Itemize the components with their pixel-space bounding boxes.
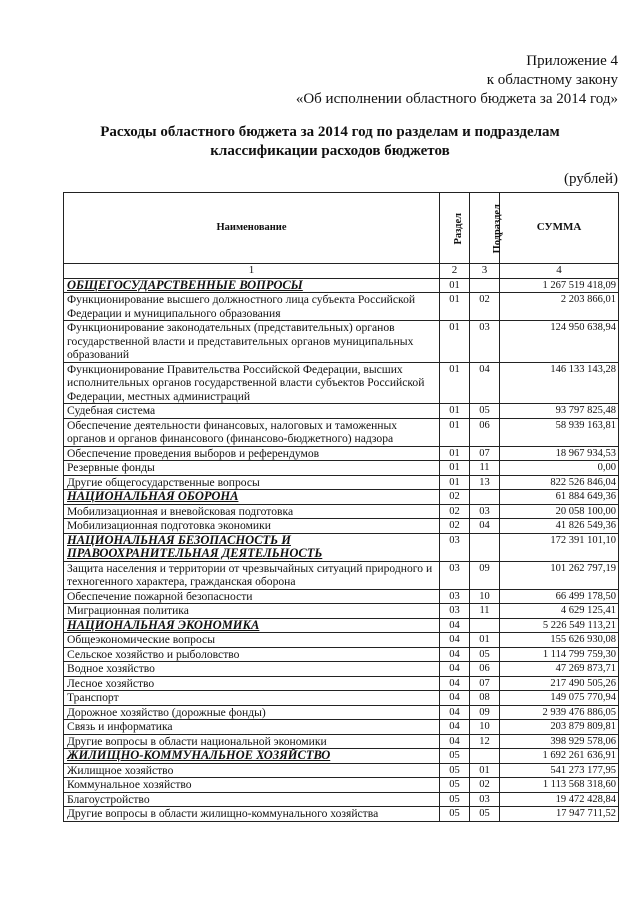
row-summa: 93 797 825,48 bbox=[500, 404, 619, 419]
row-razdel: 01 bbox=[440, 461, 470, 476]
row-summa: 203 879 809,81 bbox=[500, 720, 619, 735]
row-razdel: 01 bbox=[440, 404, 470, 419]
appendix-block bbox=[296, 52, 618, 109]
table-row bbox=[64, 792, 619, 807]
table-body bbox=[64, 278, 619, 821]
row-razdel: 04 bbox=[440, 734, 470, 749]
row-razdel: 04 bbox=[440, 662, 470, 677]
row-name: Судебная система bbox=[64, 404, 440, 419]
row-podrazdel: 08 bbox=[470, 691, 500, 706]
table-section-row bbox=[64, 490, 619, 505]
table-row bbox=[64, 589, 619, 604]
row-podrazdel: 03 bbox=[470, 504, 500, 519]
row-podrazdel bbox=[470, 490, 500, 505]
row-razdel: 05 bbox=[440, 763, 470, 778]
row-summa: 17 947 711,52 bbox=[500, 807, 619, 822]
row-summa: 19 472 428,84 bbox=[500, 792, 619, 807]
row-podrazdel: 03 bbox=[470, 792, 500, 807]
units-label: (рублей) bbox=[563, 171, 618, 187]
header-podrazdel bbox=[470, 193, 503, 264]
row-name: ЖИЛИЩНО-КОММУНАЛЬНОЕ ХОЗЯЙСТВО bbox=[64, 749, 440, 764]
row-summa: 61 884 649,36 bbox=[500, 490, 619, 505]
row-name: Функционирование высшего должностного лица субъекта Российской Федерации и муниципального образования bbox=[64, 293, 440, 321]
row-summa: 1 114 799 759,30 bbox=[500, 647, 619, 662]
row-podrazdel: 05 bbox=[470, 647, 500, 662]
row-name: Мобилизационная подготовка экономики bbox=[64, 519, 440, 534]
row-podrazdel: 03 bbox=[470, 321, 500, 363]
row-summa: 217 490 505,26 bbox=[500, 676, 619, 691]
row-podrazdel: 11 bbox=[470, 604, 500, 619]
table-row bbox=[64, 561, 619, 589]
row-summa: 124 950 638,94 bbox=[500, 321, 619, 363]
table-row bbox=[64, 647, 619, 662]
row-summa: 2 939 476 886,05 bbox=[500, 705, 619, 720]
row-razdel: 02 bbox=[440, 504, 470, 519]
row-name: Дорожное хозяйство (дорожные фонды) bbox=[64, 705, 440, 720]
row-name: Лесное хозяйство bbox=[64, 676, 440, 691]
table-row bbox=[64, 293, 619, 321]
header-razdel bbox=[440, 193, 470, 264]
row-razdel: 02 bbox=[440, 490, 470, 505]
row-summa: 541 273 177,95 bbox=[500, 763, 619, 778]
row-razdel: 01 bbox=[440, 446, 470, 461]
row-name: Миграционная политика bbox=[64, 604, 440, 619]
row-name: Другие вопросы в области жилищно-коммунального хозяйства bbox=[64, 807, 440, 822]
row-summa: 101 262 797,19 bbox=[500, 561, 619, 589]
row-name: Жилищное хозяйство bbox=[64, 763, 440, 778]
row-razdel: 01 bbox=[440, 321, 470, 363]
row-razdel: 01 bbox=[440, 362, 470, 404]
appendix-line-2: к областному закону bbox=[486, 72, 618, 88]
row-summa: 5 226 549 113,21 bbox=[500, 618, 619, 633]
row-name: НАЦИОНАЛЬНАЯ БЕЗОПАСНОСТЬ И ПРАВООХРАНИТЕЛЬНАЯ ДЕЯТЕЛЬНОСТЬ bbox=[64, 533, 440, 561]
column-number: 2 bbox=[440, 264, 470, 279]
row-name: Коммунальное хозяйство bbox=[64, 778, 440, 793]
table-row bbox=[64, 519, 619, 534]
column-number: 1 bbox=[64, 264, 440, 279]
row-podrazdel: 06 bbox=[470, 662, 500, 677]
table-section-row bbox=[64, 278, 619, 293]
table-row bbox=[64, 633, 619, 648]
row-razdel: 03 bbox=[440, 589, 470, 604]
row-name: Обеспечение пожарной безопасности bbox=[64, 589, 440, 604]
row-summa: 20 058 100,00 bbox=[500, 504, 619, 519]
row-name: Благоустройство bbox=[64, 792, 440, 807]
row-razdel: 04 bbox=[440, 618, 470, 633]
row-razdel: 03 bbox=[440, 604, 470, 619]
row-summa: 1 692 261 636,91 bbox=[500, 749, 619, 764]
header-razdel-label: Раздел bbox=[453, 212, 465, 245]
row-podrazdel: 12 bbox=[470, 734, 500, 749]
row-name: Общеэкономические вопросы bbox=[64, 633, 440, 648]
table-row bbox=[64, 691, 619, 706]
row-name: Обеспечение деятельности финансовых, налоговых и таможенных органов и органов финансового (финансово-бюджетного) надзора bbox=[64, 418, 440, 446]
document-title bbox=[60, 123, 600, 161]
row-podrazdel: 05 bbox=[470, 404, 500, 419]
table-row bbox=[64, 321, 619, 363]
row-razdel: 01 bbox=[440, 475, 470, 490]
row-summa: 155 626 930,08 bbox=[500, 633, 619, 648]
row-razdel: 03 bbox=[440, 533, 470, 561]
table-row bbox=[64, 475, 619, 490]
row-podrazdel: 04 bbox=[470, 519, 500, 534]
row-summa: 1 267 519 418,09 bbox=[500, 278, 619, 293]
row-razdel: 01 bbox=[440, 293, 470, 321]
table-row bbox=[64, 504, 619, 519]
table-row bbox=[64, 676, 619, 691]
title-line-1: Расходы областного бюджета за 2014 год по разделам и подразделам bbox=[100, 124, 560, 140]
row-podrazdel: 06 bbox=[470, 418, 500, 446]
row-summa: 172 391 101,10 bbox=[500, 533, 619, 561]
row-razdel: 04 bbox=[440, 676, 470, 691]
row-podrazdel bbox=[470, 278, 500, 293]
row-podrazdel: 01 bbox=[470, 763, 500, 778]
header-name: Наименование bbox=[64, 193, 440, 264]
row-name: Мобилизационная и вневойсковая подготовка bbox=[64, 504, 440, 519]
row-name: Сельское хозяйство и рыболовство bbox=[64, 647, 440, 662]
row-name: Связь и информатика bbox=[64, 720, 440, 735]
table-row bbox=[64, 404, 619, 419]
row-name: Защита населения и территории от чрезвычайных ситуаций природного и техногенного характера, гражданская оборона bbox=[64, 561, 440, 589]
row-podrazdel bbox=[470, 618, 500, 633]
row-summa: 0,00 bbox=[500, 461, 619, 476]
table-row bbox=[64, 461, 619, 476]
row-name: НАЦИОНАЛЬНАЯ ОБОРОНА bbox=[64, 490, 440, 505]
column-number-row bbox=[64, 264, 619, 279]
table-row bbox=[64, 662, 619, 677]
row-podrazdel: 13 bbox=[470, 475, 500, 490]
row-summa: 398 929 578,06 bbox=[500, 734, 619, 749]
expenses-table bbox=[63, 192, 619, 822]
row-name: Другие общегосударственные вопросы bbox=[64, 475, 440, 490]
row-podrazdel: 01 bbox=[470, 633, 500, 648]
row-name: Транспорт bbox=[64, 691, 440, 706]
row-razdel: 03 bbox=[440, 561, 470, 589]
row-summa: 18 967 934,53 bbox=[500, 446, 619, 461]
row-razdel: 05 bbox=[440, 807, 470, 822]
row-summa: 4 629 125,41 bbox=[500, 604, 619, 619]
row-podrazdel: 10 bbox=[470, 589, 500, 604]
column-number: 4 bbox=[500, 264, 619, 279]
table-row bbox=[64, 604, 619, 619]
row-podrazdel bbox=[470, 749, 500, 764]
row-name: ОБЩЕГОСУДАРСТВЕННЫЕ ВОПРОСЫ bbox=[64, 278, 440, 293]
table-row bbox=[64, 720, 619, 735]
row-podrazdel: 02 bbox=[470, 778, 500, 793]
row-podrazdel: 05 bbox=[470, 807, 500, 822]
table-row bbox=[64, 418, 619, 446]
table-row bbox=[64, 705, 619, 720]
row-name: Водное хозяйство bbox=[64, 662, 440, 677]
row-summa: 47 269 873,71 bbox=[500, 662, 619, 677]
table-header-row bbox=[64, 193, 619, 264]
row-razdel: 05 bbox=[440, 792, 470, 807]
row-podrazdel: 02 bbox=[470, 293, 500, 321]
row-razdel: 04 bbox=[440, 647, 470, 662]
column-number: 3 bbox=[470, 264, 500, 279]
table-row bbox=[64, 362, 619, 404]
row-name: НАЦИОНАЛЬНАЯ ЭКОНОМИКА bbox=[64, 618, 440, 633]
appendix-line-1: Приложение 4 bbox=[526, 53, 618, 69]
row-razdel: 01 bbox=[440, 418, 470, 446]
row-razdel: 02 bbox=[440, 519, 470, 534]
row-razdel: 01 bbox=[440, 278, 470, 293]
row-podrazdel: 09 bbox=[470, 561, 500, 589]
row-name: Функционирование Правительства Российской Федерации, высших исполнительных органов государственной власти субъектов Российской Федерации, местных администраций bbox=[64, 362, 440, 404]
row-summa: 41 826 549,36 bbox=[500, 519, 619, 534]
row-name: Обеспечение проведения выборов и референдумов bbox=[64, 446, 440, 461]
table-row bbox=[64, 734, 619, 749]
row-razdel: 04 bbox=[440, 633, 470, 648]
row-razdel: 05 bbox=[440, 749, 470, 764]
row-name: Функционирование законодательных (представительных) органов государственной власти и представительных органов муниципальных образований bbox=[64, 321, 440, 363]
row-podrazdel: 07 bbox=[470, 446, 500, 461]
table-section-row bbox=[64, 749, 619, 764]
table-row bbox=[64, 446, 619, 461]
row-name: Резервные фонды bbox=[64, 461, 440, 476]
row-podrazdel: 11 bbox=[470, 461, 500, 476]
table-row bbox=[64, 807, 619, 822]
row-razdel: 04 bbox=[440, 705, 470, 720]
row-podrazdel: 04 bbox=[470, 362, 500, 404]
table-section-row bbox=[64, 533, 619, 561]
row-summa: 58 939 163,81 bbox=[500, 418, 619, 446]
header-podrazdel-label: Подраздел bbox=[491, 203, 503, 254]
title-line-2: классификации расходов бюджетов bbox=[210, 143, 450, 159]
table-section-row bbox=[64, 618, 619, 633]
table-row bbox=[64, 778, 619, 793]
row-podrazdel: 07 bbox=[470, 676, 500, 691]
row-podrazdel bbox=[470, 533, 500, 561]
row-podrazdel: 10 bbox=[470, 720, 500, 735]
row-name: Другие вопросы в области национальной экономики bbox=[64, 734, 440, 749]
appendix-line-3: «Об исполнении областного бюджета за 2014 год» bbox=[295, 91, 618, 107]
row-razdel: 04 bbox=[440, 720, 470, 735]
row-summa: 149 075 770,94 bbox=[500, 691, 619, 706]
row-razdel: 05 bbox=[440, 778, 470, 793]
row-summa: 822 526 846,04 bbox=[500, 475, 619, 490]
row-podrazdel: 09 bbox=[470, 705, 500, 720]
row-summa: 146 133 143,28 bbox=[500, 362, 619, 404]
header-summa: СУММА bbox=[500, 193, 619, 264]
row-summa: 2 203 866,01 bbox=[500, 293, 619, 321]
row-razdel: 04 bbox=[440, 691, 470, 706]
table-row bbox=[64, 763, 619, 778]
row-summa: 66 499 178,50 bbox=[500, 589, 619, 604]
row-summa: 1 113 568 318,60 bbox=[500, 778, 619, 793]
